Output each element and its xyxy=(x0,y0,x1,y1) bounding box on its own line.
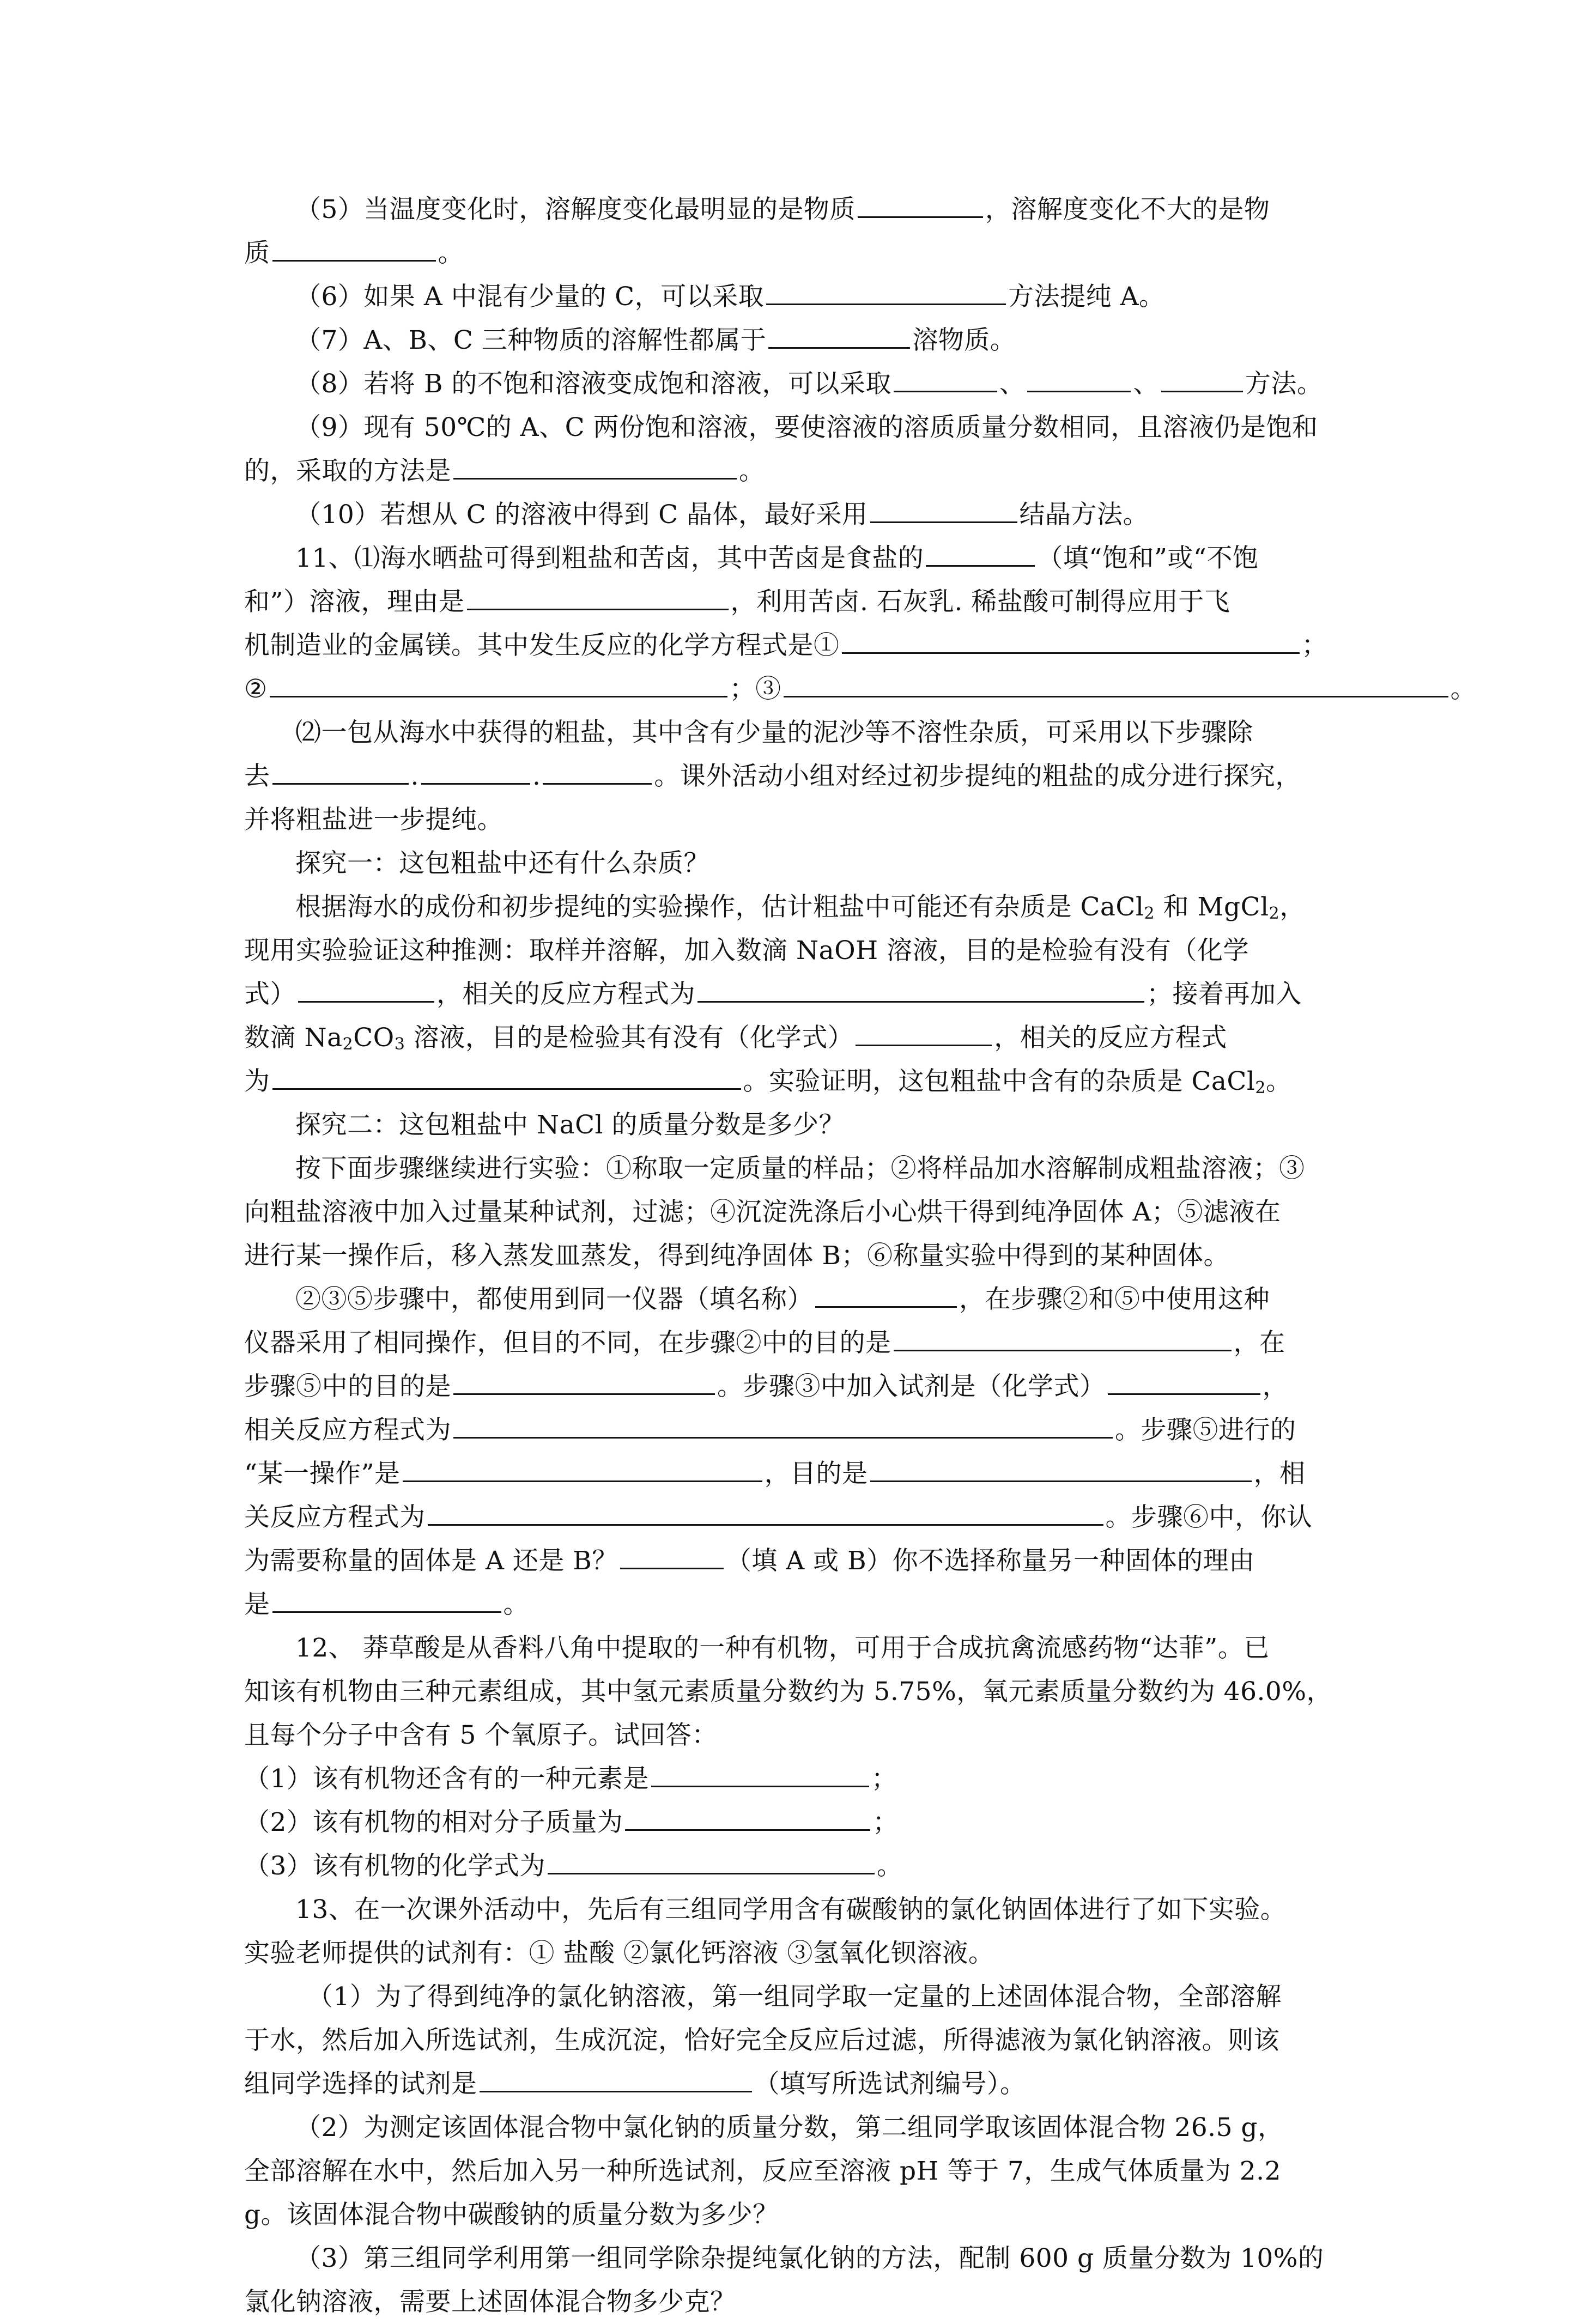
answer-blank[interactable] xyxy=(766,278,1006,305)
answer-blank[interactable] xyxy=(870,1455,1252,1482)
question-11-line: 现用实验验证这种推测：取样并溶解，加入数滴 NaOH 溶液，目的是检验有没有（化学 xyxy=(244,936,1250,966)
question-10-7: （7）A、B、C 三种物质的溶解性都属于 溶物质。 xyxy=(244,319,1339,362)
answer-blank[interactable] xyxy=(1161,366,1243,392)
worksheet-page xyxy=(244,188,1477,2324)
answer-blank[interactable] xyxy=(272,1586,501,1613)
inquiry-two-heading: 探究二：这包粗盐中 NaCl 的质量分数是多少？ xyxy=(295,1110,845,1140)
inquiry-one-heading: 探究一：这包粗盐中还有什么杂质？ xyxy=(295,848,709,878)
answer-blank[interactable] xyxy=(480,2066,752,2092)
answer-blank[interactable] xyxy=(543,758,652,785)
answer-blank[interactable] xyxy=(548,1848,875,1874)
question-12: 12、 莽草酸是从香料八角中提取的一种有机物，可用于合成抗禽流感药物“达菲”。已 xyxy=(295,1633,1270,1663)
question-12-2: （2）该有机物的相对分子质量为 ； xyxy=(244,1801,1339,1844)
question-13-line: g。该固体混合物中碳酸钠的质量分数为多少？ xyxy=(244,2200,779,2230)
question-11-line: 相关反应方程式为 。步骤⑤进行的 xyxy=(244,1409,1339,1452)
question-11-line: 按下面步骤继续进行实验：①称取一定质量的样品；②将样品加水溶解制成粗盐溶液；③ xyxy=(295,1154,1305,1184)
answer-blank[interactable] xyxy=(403,1455,762,1482)
equation-blank[interactable] xyxy=(453,1412,1113,1439)
equation-blank[interactable] xyxy=(697,976,1144,1003)
question-12-3: （3）该有机物的化学式为 。 xyxy=(244,1844,1339,1888)
answer-blank[interactable] xyxy=(870,496,1017,523)
question-11-line: 是 。 xyxy=(244,1583,1339,1627)
answer-blank[interactable] xyxy=(272,758,409,785)
question-11-line: 式） ，相关的反应方程式为 ；接着再加入 xyxy=(244,973,1339,1016)
answer-blank[interactable] xyxy=(620,1543,724,1569)
question-13-3: （3）第三组同学利用第一组同学除杂提纯氯化钠的方法，配制 600 g 质量分数为 10%的 xyxy=(295,2243,1324,2273)
question-11-line: 进行某一操作后，移入蒸发皿蒸发，得到纯净固体 B；⑥称量实验中得到的某种固体。 xyxy=(244,1241,1229,1271)
question-13-line: 氯化钠溶液，需要上述固体混合物多少克？ xyxy=(244,2287,736,2317)
question-13-2: （2）为测定该固体混合物中氯化钠的质量分数，第二组同学取该固体混合物 26.5 g， xyxy=(295,2113,1284,2143)
question-11-line: ② ；③ 。 xyxy=(244,668,1339,711)
question-11-line: “某一操作”是 ，目的是 ，相 xyxy=(244,1452,1339,1496)
answer-blank[interactable] xyxy=(894,366,997,392)
question-10-9-cont: 的，采取的方法是 。 xyxy=(244,450,1339,493)
question-13-line: 组同学选择的试剂是 （填写所选试剂编号）。 xyxy=(244,2062,1339,2106)
question-11-line: 仪器采用了相同操作，但目的不同，在步骤②中的目的是 ，在 xyxy=(244,1321,1339,1365)
question-13-1: （1）为了得到纯净的氯化钠溶液，第一组同学取一定量的上述固体混合物，全部溶解 xyxy=(307,1982,1282,2012)
question-12-1: （1）该有机物还含有的一种元素是 ； xyxy=(244,1757,1339,1801)
answer-blank[interactable] xyxy=(768,322,910,349)
question-12-line: 且每个分子中含有 5 个氧原子。试回答： xyxy=(244,1720,718,1750)
answer-blank[interactable] xyxy=(651,1761,869,1787)
question-13-line: 实验老师提供的试剂有：① 盐酸 ②氯化钙溶液 ③氢氧化钡溶液。 xyxy=(244,1938,994,1968)
answer-blank[interactable] xyxy=(926,540,1035,567)
question-10-5: （5）当温度变化时，溶解度变化最明显的是物质 ，溶解度变化不大的是物 xyxy=(244,188,1339,232)
answer-blank[interactable] xyxy=(467,584,729,610)
question-11-line: 步骤⑤中的目的是 。步骤③中加入试剂是（化学式） ， xyxy=(244,1365,1339,1409)
answer-blank[interactable] xyxy=(453,1368,715,1395)
question-11-line: 数滴 $Na_2CO_3$ 溶液，目的是检验其有没有（化学式） ，相关的反应方程式 xyxy=(244,1016,1339,1060)
question-11-line: 去 . . 。课外活动小组对经过初步提纯的粗盐的成分进行探究， xyxy=(244,755,1339,798)
answer-blank[interactable] xyxy=(453,453,737,480)
question-11-line: 向粗盐溶液中加入过量某种试剂，过滤；④沉淀洗涤后小心烘干得到纯净固体 A；⑤滤液在 xyxy=(244,1197,1281,1227)
question-11-1: 11、⑴海水晒盐可得到粗盐和苦卤，其中苦卤是食盐的 （填“饱和”或“不饱 xyxy=(244,537,1339,580)
question-10-10: （10）若想从 C 的溶液中得到 C 晶体，最好采用 结晶方法。 xyxy=(244,493,1339,537)
question-11-line: 机制造业的金属镁。其中发生反应的化学方程式是① ； xyxy=(244,624,1339,668)
question-11-line: 和”）溶液，理由是 ，利用苦卤. 石灰乳. 稀盐酸可制得应用于飞 xyxy=(244,580,1339,624)
equation-blank[interactable] xyxy=(272,1063,741,1090)
equation-blank[interactable] xyxy=(784,671,1448,697)
answer-blank[interactable] xyxy=(625,1804,870,1831)
question-12-line: 知该有机物由三种元素组成，其中氢元素质量分数约为 5.75%，氧元素质量分数约为 46.0%， xyxy=(244,1677,1332,1707)
answer-blank[interactable] xyxy=(815,1281,957,1308)
answer-blank[interactable] xyxy=(1027,366,1131,392)
question-11-line: 根据海水的成份和初步提纯的实验操作，估计粗盐中可能还有杂质是 CaCl$_2$ 和 MgCl$_2$， xyxy=(295,892,1306,923)
question-11-line: 为 。实验证明，这包粗盐中含有的杂质是 CaCl$_2$。 xyxy=(244,1060,1339,1103)
answer-blank[interactable] xyxy=(1108,1368,1260,1395)
question-11-2: ⑵一包从海水中获得的粗盐，其中含有少量的泥沙等不溶性杂质，可采用以下步骤除 xyxy=(295,718,1253,748)
equation-blank[interactable] xyxy=(270,671,727,697)
question-11-line: 关反应方程式为 。步骤⑥中，你认 xyxy=(244,1496,1339,1539)
answer-blank[interactable] xyxy=(298,976,434,1003)
question-11-line: 并将粗盐进一步提纯。 xyxy=(244,805,503,835)
answer-blank[interactable] xyxy=(421,758,530,785)
question-13-line: 于水，然后加入所选试剂，生成沉淀，恰好完全反应后过滤，所得滤液为氯化钠溶液。则该 xyxy=(244,2025,1279,2055)
question-10-6: （6）如果 A 中混有少量的 C，可以采取 方法提纯 A。 xyxy=(244,275,1339,319)
answer-blank[interactable] xyxy=(858,191,983,218)
question-13: 13、在一次课外活动中，先后有三组同学用含有碳酸钠的氯化钠固体进行了如下实验。 xyxy=(295,1895,1287,1925)
equation-blank[interactable] xyxy=(842,627,1300,654)
answer-blank[interactable] xyxy=(856,1020,992,1046)
question-13-line: 全部溶解在水中，然后加入另一种所选试剂，反应至溶液 pH 等于 7，生成气体质量为 2.2 xyxy=(244,2156,1281,2186)
question-11-line: 为需要称量的固体是 A 还是 B？ （填 A 或 B）你不选择称量另一种固体的理由 xyxy=(244,1539,1339,1583)
answer-blank[interactable] xyxy=(272,235,436,262)
question-11-line: ②③⑤步骤中，都使用到同一仪器（填名称） ，在步骤②和⑤中使用这种 xyxy=(244,1278,1339,1321)
answer-blank[interactable] xyxy=(894,1325,1232,1351)
question-10-8: （8）若将 B 的不饱和溶液变成饱和溶液，可以采取 、 、 方法。 xyxy=(244,362,1339,406)
equation-blank[interactable] xyxy=(428,1499,1103,1526)
question-10-5-cont: 质 。 xyxy=(244,232,1339,275)
question-10-9: （9）现有 50℃的 A、C 两份饱和溶液，要使溶液的溶质质量分数相同，且溶液仍是饱和 xyxy=(295,412,1318,442)
